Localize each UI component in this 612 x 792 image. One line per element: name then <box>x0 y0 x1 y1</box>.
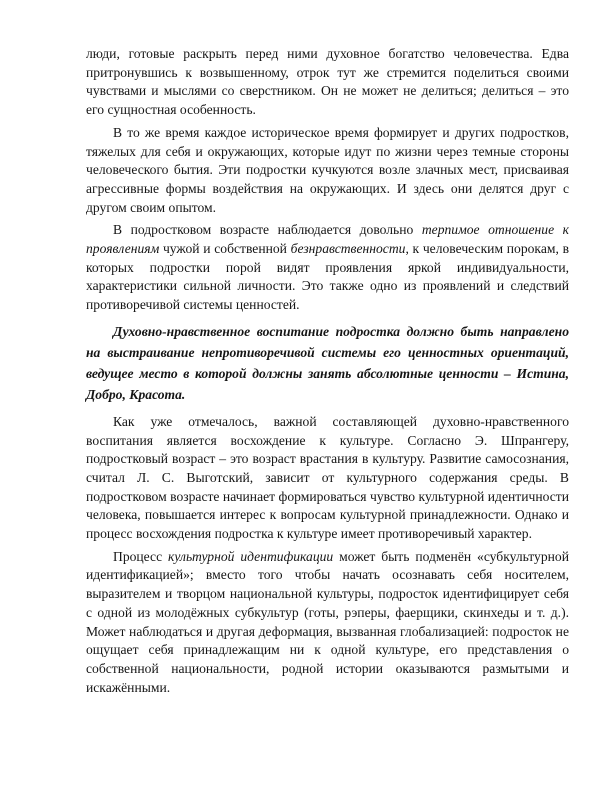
paragraph-3-emphasis-1: терпимое отношение к проявлениям <box>86 222 569 257</box>
paragraph-6-text-1: Процесс <box>113 548 169 564</box>
paragraph-6 <box>86 548 569 698</box>
paragraph-3-text-1: В подростковом возрасте наблюдается довольно <box>113 222 422 238</box>
paragraph-2: В то же время каждое историческое время формирует и других подростков, тяжелых для себя и окружающих, которые идут по жизни через темные стороны человеческого бытия. Эти подростки кучкуются возле злачных мест, присваивая агрессивные формы воздействия на окружающих. И здесь они делятся друг с другом своим опытом. <box>86 124 569 215</box>
paragraph-6-emphasis-1: культурной идентификации <box>168 548 334 564</box>
paragraph-1: люди, готовые раскрыть перед ними духовное богатство человечества. Едва притронувшись к возвышенному, отрок тут же стремится поделиться своими чувствами и мыслями со сверстником. Он не может не делиться; делиться – это его сущностная особенность. <box>86 46 569 118</box>
paragraph-3-emphasis-2: безнравственности <box>290 241 406 257</box>
paragraph-5: Как уже отмечалось, важной составляющей духовно-нравственного воспитания является восхождение к культуре. Согласно Э. Шпрангеру, подростковый возраст – это возраст врастания в культуру. Развитие самосознания, считал Л. С. Выготский, зависит от культурного содержания среды. В подростковом возрасте начинает формироваться чувство культурной идентичности человека, повышается интерес к вопросам культурной принадлежности. Однако и процесс восхождения подростка к культуре имеет противоречивый характер. <box>86 413 569 542</box>
paragraph-3-text-3: , к человеческим порокам, в которых подростки порой видят проявления яркой индивидуальности, характеристики сильной личности. Это также одно из проявлений и следствий противоречивой системы ценностей. <box>86 241 569 313</box>
paragraph-6-text-2: может быть подменён «субкультурной идентификацией»; вместо того чтобы начать осознавать себя носителем, выразителем и творцом национальной культуры, подросток идентифицирует себя с одной из молодёжных субкультур (готы, рэперы, фаерщики, скинхеды и т. д.). Может наблюдаться и другая деформация, вызванная глобализацией: подросток не ощущает себя принадлежащим ни к одной культуре, его представления о собственной национальности, родной истории оказываются размытыми и искажёнными. <box>86 548 569 695</box>
thesis-paragraph: Духовно-нравственное воспитание подростка должно быть направлено на выстраивание непротиворечивой системы его ценностных ориентаций, ведущее место в которой должны занять абсолютные ценности – Истина, Добро, Красота. <box>86 323 569 402</box>
paragraph-3 <box>86 221 569 315</box>
paragraph-3-text-2: чужой и собственной <box>159 241 291 257</box>
